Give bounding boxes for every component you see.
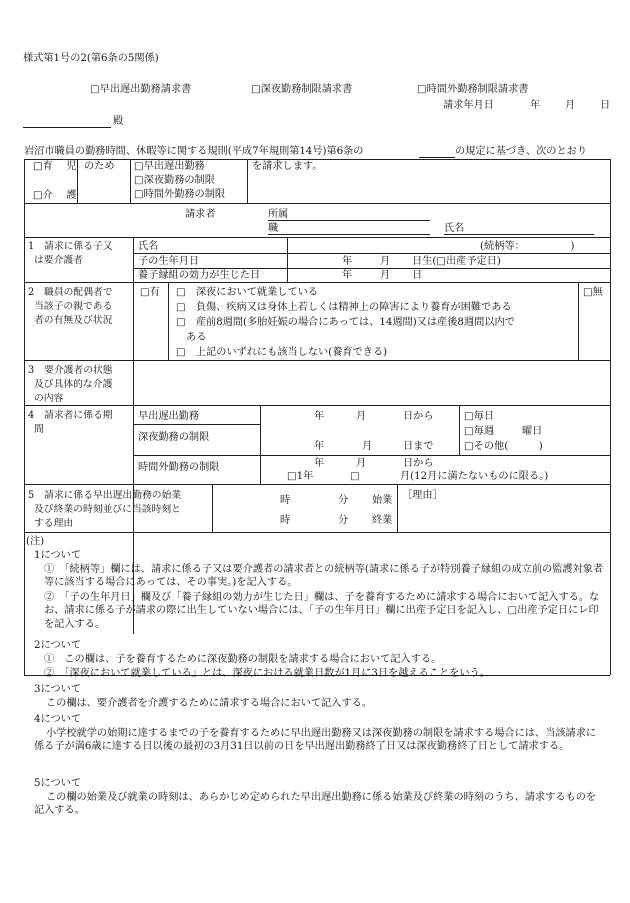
note-5-heading: 5について bbox=[34, 778, 82, 789]
table-right-border bbox=[610, 159, 611, 675]
s1-birth-year: 年 bbox=[342, 256, 353, 267]
s4-frequency-divider bbox=[459, 405, 460, 455]
s1-name-label: 氏名 bbox=[138, 241, 159, 252]
date-year: 年 bbox=[530, 100, 541, 111]
note-5-item-1: この欄の始業及び就業の時刻は、あらかじめ定められた早出遅出勤務に係る始業及び終業の時刻のうち、請求するものを記入する。 bbox=[34, 792, 597, 817]
s2-item-none[interactable]: □ 上記のいずれにも該当しない(養育できる) bbox=[176, 347, 388, 358]
s4-row-early-late: 早出遅出勤務 bbox=[138, 411, 200, 422]
s2-yes-divider bbox=[168, 282, 169, 360]
s4-row-night: 深夜勤務の制限 bbox=[138, 432, 210, 443]
row-divider bbox=[133, 455, 610, 456]
care-childcare-checkbox[interactable]: □育 児 bbox=[33, 161, 77, 172]
addressee-line[interactable] bbox=[23, 127, 111, 128]
s4-until-year: 年 bbox=[314, 441, 325, 452]
s1-birth-day-due[interactable]: 日生(□出産予定日) bbox=[412, 256, 501, 267]
note-3-item-1: この欄は、要介護者を介護するために請求する場合において記入する。 bbox=[46, 698, 372, 709]
option-early-late[interactable]: □早出遅出勤務 bbox=[134, 161, 205, 172]
s4-label-divider bbox=[260, 405, 261, 484]
s2-item-maternity[interactable]: □ 産前8週間(多胎妊娠の場合にあっては、14週間)又は産後8週間以内で bbox=[176, 317, 515, 328]
s4-from-day: 日から bbox=[403, 411, 434, 422]
form-type-night[interactable]: □深夜勤務制限請求書 bbox=[251, 84, 353, 95]
s1-label-divider bbox=[287, 237, 288, 282]
s4-freq-weekday: 曜日 bbox=[522, 426, 543, 437]
note-1-item-2: ② 「子の生年月日」欄及び「養子縁組の効力が生じた日」欄は、子を養育するために請求する場合において記入する。なお、請求に係る子が請求の際に出生していない場合には、「子の生年月日」欄に出産予定日を記入し、□出産予定日にレ印を記入する。 bbox=[44, 592, 600, 630]
form-number: 様式第1号の2(第6条の5関係) bbox=[23, 53, 159, 64]
s5-divider-1 bbox=[212, 484, 213, 532]
intro-suffix: の規定に基づき、次のとおり bbox=[455, 146, 588, 157]
s4-until-day: 日まで bbox=[403, 441, 434, 452]
s2-heading-1: 2 職員の配偶者で bbox=[28, 287, 113, 298]
requester-title-label: 職 bbox=[268, 223, 279, 234]
row-divider bbox=[24, 360, 610, 361]
s1-birth-month: 月 bbox=[380, 256, 391, 267]
s2-no-divider bbox=[578, 282, 579, 360]
requester-label: 請求者 bbox=[185, 209, 216, 220]
s5-start-label: 始業 bbox=[372, 495, 393, 506]
s3-heading-2: 及び具体的な介護 bbox=[34, 379, 113, 390]
s4-from-month: 月 bbox=[356, 411, 367, 422]
row-divider bbox=[133, 253, 610, 254]
note-1-item-1: ① 「続柄等」欄には、請求に係る子又は要介護者の請求者との続柄等(請求に係る子が特別養子縁組の成立前の監護対象者等に該当する場合にあっては、その事実。)を記入する。 bbox=[44, 564, 604, 589]
form-type-overtime[interactable]: □時間外勤務制限請求書 bbox=[417, 84, 529, 95]
date-day: 日 bbox=[600, 100, 611, 111]
row-divider bbox=[24, 203, 610, 204]
note-2-heading: 2について bbox=[34, 640, 82, 651]
note-3-heading: 3について bbox=[34, 684, 82, 695]
s5-start-hour: 時 bbox=[280, 495, 291, 506]
s2-no-checkbox[interactable]: □無 bbox=[583, 287, 603, 298]
s4-from-year: 年 bbox=[314, 411, 325, 422]
s2-item-maternity-cont: ある bbox=[176, 332, 207, 343]
s4-over-one-year[interactable]: □1年 bbox=[287, 471, 314, 482]
s3-heading-1: 3 要介護者の状態 bbox=[28, 365, 113, 376]
s2-heading-2: 当該子の親である bbox=[34, 301, 113, 312]
s5-divider-2 bbox=[397, 484, 398, 532]
note-4-item-1: 小学校就学の始期に達するまでの子を養育するために早出遅出勤務又は深夜勤務の制限を請求する場合には、当該請求に係る子が満6歳に達する日以後の最初の3月31日以前の日を早出遅出勤務終了日又は深夜勤務終了日として請求する。 bbox=[34, 728, 597, 753]
s5-reason-field[interactable] bbox=[400, 503, 608, 531]
requester-title-field[interactable] bbox=[268, 234, 430, 235]
intro-text: 岩沼市職員の勤務時間、休暇等に関する規則(平成7年規則第14号)第6条の bbox=[24, 146, 364, 157]
s1-adopt-year: 年 bbox=[342, 270, 353, 281]
s5-end-minute: 分 bbox=[338, 515, 349, 526]
requester-name-field[interactable] bbox=[444, 234, 594, 235]
row-divider bbox=[24, 405, 610, 406]
s4-heading-1: 4 請求者に係る期 bbox=[28, 410, 113, 421]
s4-freq-daily[interactable]: □毎日 bbox=[464, 411, 495, 422]
s4-until-month: 月 bbox=[362, 441, 373, 452]
s1-adopt-label: 養子縁組の効力が生じた日 bbox=[138, 270, 261, 281]
requester-name-label: 氏名 bbox=[444, 223, 465, 234]
option-overtime-limit[interactable]: □時間外勤務の制限 bbox=[134, 189, 226, 200]
s5-end-label: 終業 bbox=[372, 515, 393, 526]
addressee-suffix: 殿 bbox=[113, 116, 124, 127]
row-divider bbox=[24, 282, 610, 283]
purpose-divider-2 bbox=[130, 159, 131, 203]
s1-adopt-day: 日 bbox=[412, 270, 423, 281]
note-2-item-1: ① この欄は、子を養育するために深夜勤務の制限を請求する場合において記入する。 bbox=[44, 654, 442, 665]
row-divider bbox=[133, 424, 260, 425]
row-divider bbox=[24, 532, 610, 533]
s2-heading-3: 者の有無及び状況 bbox=[34, 315, 113, 326]
s4-over-months-checkbox[interactable]: □ bbox=[350, 471, 360, 482]
row-divider bbox=[24, 484, 610, 485]
request-text: を請求します。 bbox=[252, 161, 323, 172]
s5-heading-1: 5 請求に係る早出遅出勤務の始業 bbox=[28, 490, 182, 501]
s4-heading-2: 間 bbox=[34, 424, 44, 435]
s2-yes-checkbox[interactable]: □有 bbox=[140, 287, 160, 298]
notes-heading: (注) bbox=[26, 536, 45, 547]
s2-item-illness[interactable]: □ 負傷、疾病又は身体上若しくは精神上の障害により養育が困難である bbox=[176, 302, 512, 313]
s1-relation-label[interactable]: (続柄等： ) bbox=[480, 241, 575, 252]
date-month: 月 bbox=[565, 100, 576, 111]
requester-dept-field[interactable] bbox=[268, 220, 430, 221]
note-4-heading: 4について bbox=[34, 714, 82, 725]
s3-heading-3: の内容 bbox=[34, 393, 64, 404]
s5-heading-3: する理由 bbox=[34, 518, 74, 529]
note-1-heading: 1について bbox=[34, 550, 82, 561]
date-label: 請求年月日 bbox=[443, 100, 494, 111]
s5-end-hour: 時 bbox=[280, 515, 291, 526]
s4-over-months-note: 月(12月に満たないものに限る。) bbox=[400, 471, 549, 482]
purpose-divider-1 bbox=[77, 159, 78, 203]
s4-freq-weekly[interactable]: □毎週 bbox=[464, 426, 495, 437]
s5-heading-2: 及び終業の時刻並びに当該時刻と bbox=[34, 504, 181, 515]
s4-over-from-year: 年 bbox=[314, 458, 325, 469]
s1-heading-2: は要介護者 bbox=[34, 255, 83, 266]
care-nursing-checkbox[interactable]: □介 護 bbox=[33, 190, 77, 201]
s3-content-field[interactable] bbox=[135, 362, 608, 404]
s4-row-overtime: 時間外勤務の制限 bbox=[138, 462, 220, 473]
option-night-limit[interactable]: □深夜勤務の制限 bbox=[134, 175, 215, 186]
s4-freq-other[interactable]: □その他( ) bbox=[464, 441, 543, 452]
intro-blank[interactable] bbox=[419, 157, 455, 158]
row-divider bbox=[24, 237, 610, 238]
s1-heading-1: 1 請求に係る子又 bbox=[28, 241, 113, 252]
s5-start-minute: 分 bbox=[338, 495, 349, 506]
s4-over-from-day: 日から bbox=[403, 458, 434, 469]
s4-over-from-month: 月 bbox=[356, 458, 367, 469]
s1-adopt-month: 月 bbox=[380, 270, 391, 281]
purpose-for-label: のため bbox=[84, 161, 115, 172]
s2-item-night-work[interactable]: □ 深夜において就業している bbox=[176, 287, 319, 298]
s1-birth-label: 子の生年月日 bbox=[138, 256, 200, 267]
form-type-early-late[interactable]: □早出遅出勤務請求書 bbox=[90, 84, 192, 95]
note-2-item-2: ② 「深夜において就業している」とは、深夜における就業日数が1月に3日を越えることをいう。 bbox=[44, 668, 490, 679]
s5-reason-label: ［理由］ bbox=[402, 490, 443, 501]
requester-dept-label: 所属 bbox=[268, 209, 289, 220]
purpose-divider-3 bbox=[247, 159, 248, 203]
